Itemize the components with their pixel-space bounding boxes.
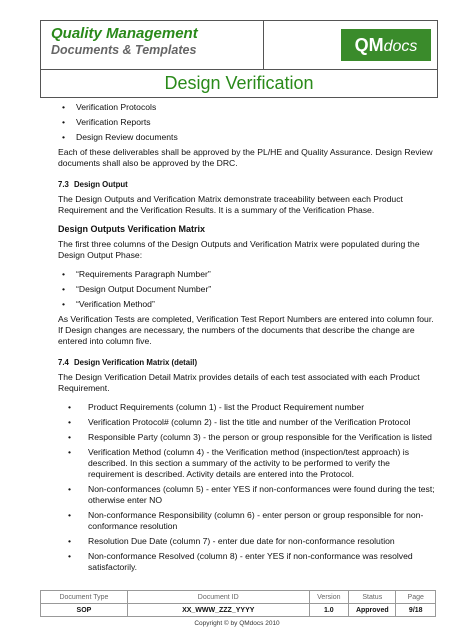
- section-title: Design Verification Matrix (detail): [74, 358, 198, 367]
- page-header: [40, 20, 438, 98]
- footer-value-doc-id: XX_WWW_ZZZ_YYYY: [127, 604, 309, 617]
- list-item: • Non-conformance Responsibility (column 6) - enter person or group responsible for non-conformance resolution: [58, 510, 438, 532]
- list-item: • Resolution Due Date (column 7) - enter due date for non-conformance resolution: [58, 536, 438, 547]
- document-body: [58, 102, 438, 577]
- paragraph: The Design Verification Detail Matrix provides details of each test associated with each Product Requirement.: [58, 372, 420, 393]
- list-item: • Product Requirements (column 1) - list the Product Requirement number: [58, 402, 438, 413]
- footer-value-status: Approved: [349, 604, 396, 617]
- section-heading-7-3: [58, 179, 438, 190]
- footer-labels-row: [41, 591, 436, 604]
- logo-text-docs: docs: [383, 38, 418, 55]
- intro-list: [58, 102, 438, 143]
- intro-paragraph: Each of these deliverables shall be approved by the PL/HE and Quality Assurance. Design Review documents shall also be approved by the DRC.: [58, 147, 433, 168]
- page-title: Design Verification: [164, 73, 314, 93]
- section-number: 7.3: [58, 180, 69, 189]
- section-number: 7.4: [58, 358, 69, 367]
- logo-block: [264, 21, 437, 70]
- section-title: Design Output: [74, 180, 128, 189]
- paragraph: The first three columns of the Design Outputs and Verification Matrix were populated during the Design Output Phase:: [58, 239, 420, 260]
- subheading: Design Outputs Verification Matrix: [58, 224, 206, 234]
- footer-label-version: Version: [309, 591, 349, 604]
- logo-text-qm: QM: [354, 35, 384, 55]
- footer-label-doc-id: Document ID: [127, 591, 309, 604]
- list-item: • Design Review documents: [58, 132, 438, 143]
- list-item: • Non-conformance Resolved (column 8) - enter YES if non-conformance was resolved satisfactorily.: [58, 551, 438, 573]
- copyright-notice: Copyright © by QMdocs 2010: [194, 620, 280, 627]
- qmdocs-logo: [341, 29, 431, 61]
- brand-subtitle: Documents & Templates: [51, 43, 197, 57]
- list-item: • “Design Output Document Number”: [58, 284, 438, 295]
- list-item: • Non-conformances (column 5) - enter YES if non-conformances were found during the test; otherwise enter NO: [58, 484, 438, 506]
- list-item: • Verification Reports: [58, 117, 438, 128]
- footer-label-status: Status: [349, 591, 396, 604]
- paragraph: As Verification Tests are completed, Verification Test Report Numbers are entered into column four. If Design changes are necessary, the numbers of the documents that describe the change are entered into column five.: [58, 314, 434, 346]
- footer-label-doc-type: Document Type: [41, 591, 128, 604]
- list-item: • Responsible Party (column 3) - the person or group responsible for the Verification is listed: [58, 432, 438, 443]
- matrix-columns-list: [58, 269, 438, 310]
- section-heading-7-4: [58, 357, 438, 368]
- footer-value-doc-type: SOP: [41, 604, 128, 617]
- list-item: • Verification Protocol# (column 2) - list the title and number of the Verification Protocol: [58, 417, 438, 428]
- footer-value-page: 9/18: [396, 604, 436, 617]
- footer-value-version: 1.0: [309, 604, 349, 617]
- list-item: • “Verification Method”: [58, 299, 438, 310]
- brand-title: Quality Management: [51, 25, 198, 42]
- footer-table: [40, 590, 436, 617]
- list-item: • Verification Method (column 4) - the Verification method (inspection/test approach) is described. In this section a summary of the activity to be performed to verify the requirement is described. Activity details are entered into the Protocol.: [58, 447, 438, 480]
- list-item: • “Requirements Paragraph Number”: [58, 269, 438, 280]
- list-item: • Verification Protocols: [58, 102, 438, 113]
- footer-values-row: [41, 604, 436, 617]
- footer-label-page: Page: [396, 591, 436, 604]
- brand-block: [41, 21, 264, 70]
- paragraph: The Design Outputs and Verification Matrix demonstrate traceability between each Product Requirement and the Verification Results. It is a summary of the Verification Phase.: [58, 194, 403, 215]
- detail-columns-list: [58, 402, 438, 573]
